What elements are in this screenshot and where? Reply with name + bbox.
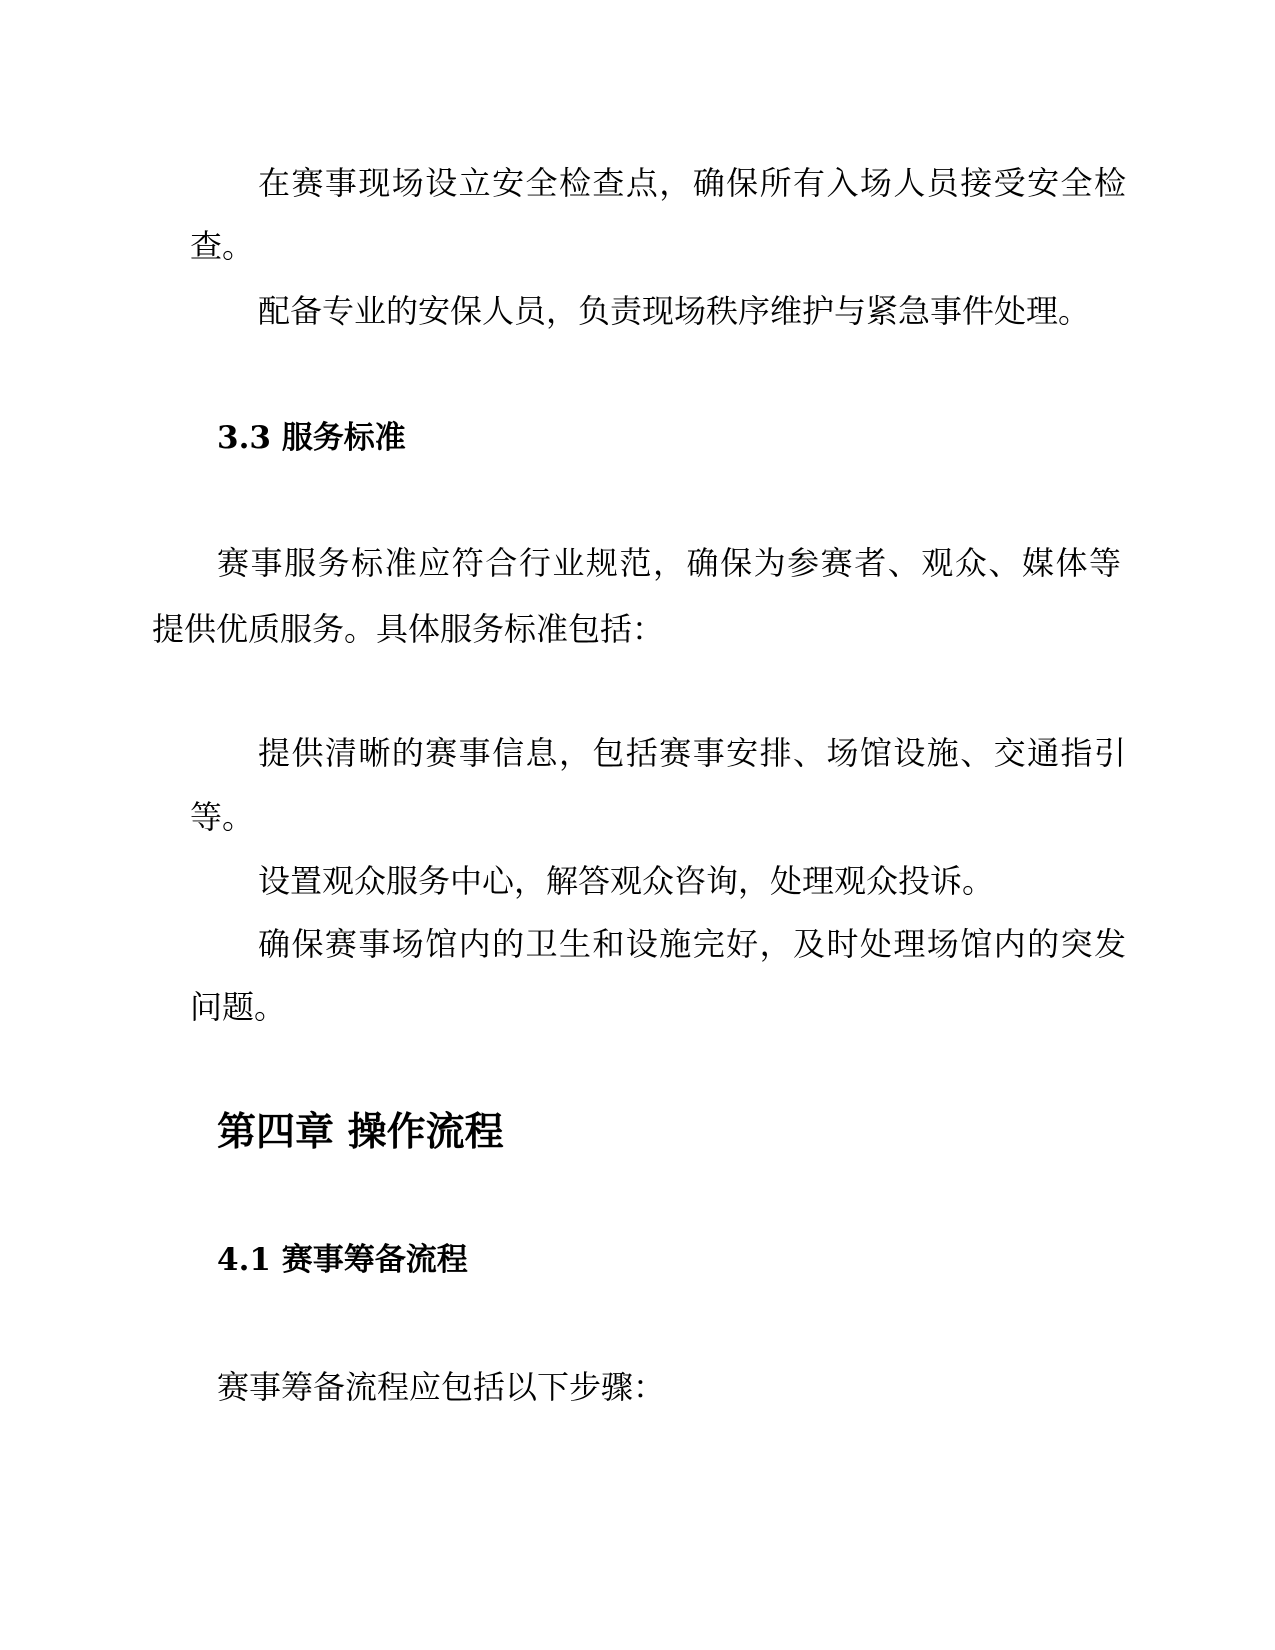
service-bullet-3-line-2: 问题。 xyxy=(190,988,287,1026)
service-bullet-2: 设置观众服务中心，解答观众咨询，处理观众投诉。 xyxy=(258,862,995,900)
section-3-3-heading: 3.3 服务标准 xyxy=(217,420,406,456)
section-3-3-intro-line-2: 提供优质服务。具体服务标准包括： xyxy=(152,610,665,648)
section-4-1-intro: 赛事筹备流程应包括以下步骤： xyxy=(217,1368,666,1406)
service-bullet-1-line-1: 提供清晰的赛事信息，包括赛事安排、场馆设施、交通指引 xyxy=(258,734,1126,772)
section-3-3-intro-line-1: 赛事服务标准应符合行业规范，确保为参赛者、观众、媒体等 xyxy=(217,544,1121,582)
chapter-4-heading: 第四章 操作流程 xyxy=(217,1109,504,1155)
service-bullet-3-line-1: 确保赛事场馆内的卫生和设施完好，及时处理场馆内的突发 xyxy=(258,925,1126,963)
section-4-1-heading: 4.1 赛事筹备流程 xyxy=(217,1242,468,1278)
security-bullet-2: 配备专业的安保人员，负责现场秩序维护与紧急事件处理。 xyxy=(258,292,1091,330)
service-bullet-1-line-2: 等。 xyxy=(190,798,255,836)
security-bullet-1-line-2: 查。 xyxy=(190,227,255,265)
security-bullet-1-line-1: 在赛事现场设立安全检查点，确保所有入场人员接受安全检 xyxy=(258,164,1126,202)
